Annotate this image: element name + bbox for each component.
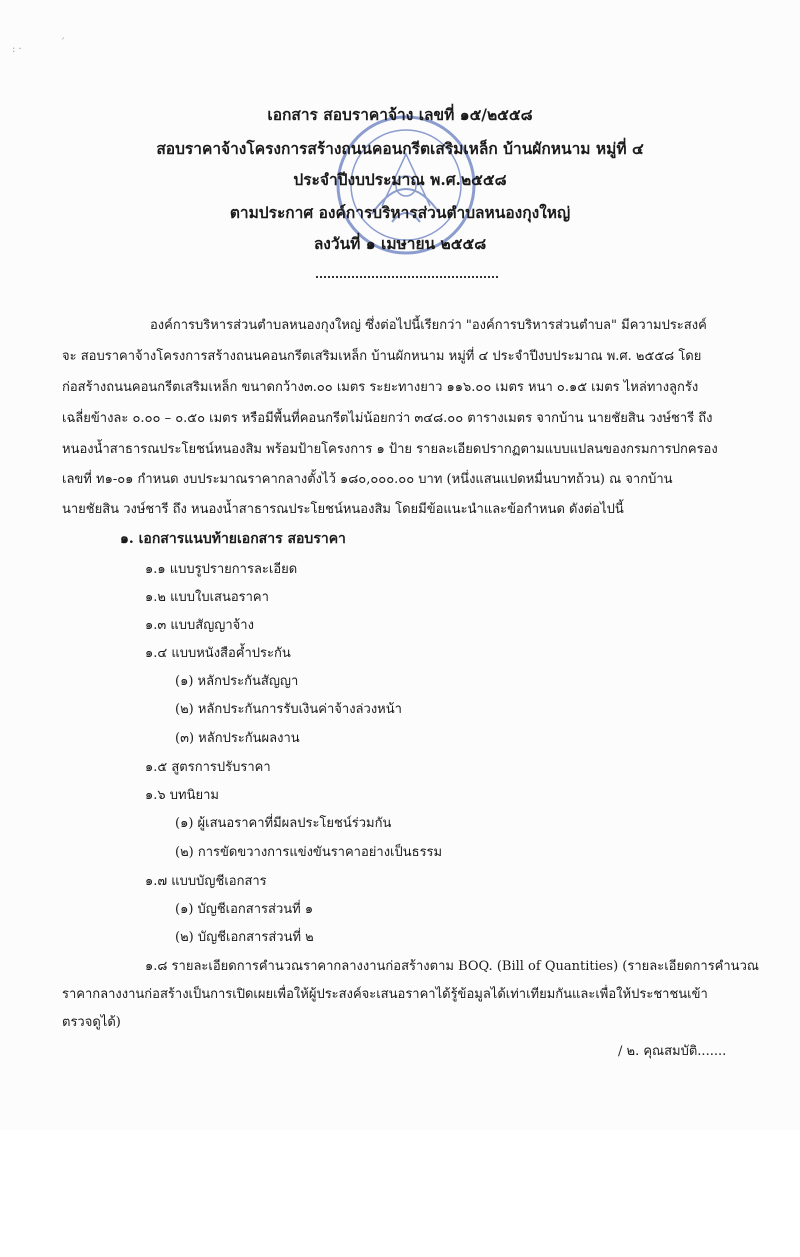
list-item: ๑.๕ สูตรการปรับราคา bbox=[145, 760, 271, 775]
body-line: เลขที่ ท๑-๐๑ กำหนด งบประมาณราคากลางตั้งไว้ ๑๘๐,๐๐๐.๐๐ บาท (หนึ่งแสนแปดหมื่นบาทถ้วน) ณ จากบ้าน bbox=[62, 472, 673, 487]
continuation-note: / ๒. คุณสมบัติ....... bbox=[618, 1044, 727, 1059]
blank-area bbox=[0, 1130, 800, 1257]
list-item: ๑.๓ แบบสัญญาจ้าง bbox=[145, 618, 254, 633]
list-item: ๑.๑ แบบรูปรายการละเอียด bbox=[145, 562, 298, 577]
body-line: องค์การบริหารส่วนตำบลหนองกุงใหญ่ ซึ่งต่อไปนี้เรียกว่า "องค์การบริหารส่วนตำบล" มีความประสงค์ bbox=[150, 318, 707, 333]
sub-list-item: (๒) บัญชีเอกสารส่วนที่ ๒ bbox=[175, 930, 314, 945]
sub-list-item: (๑) บัญชีเอกสารส่วนที่ ๑ bbox=[175, 902, 314, 917]
sub-list-item: (๑) ผู้เสนอราคาที่มีผลประโยชน์ร่วมกัน bbox=[175, 816, 392, 831]
fiscal-year: ประจำปีงบประมาณ พ.ศ.๒๕๕๘ bbox=[293, 170, 507, 189]
project-title: สอบราคาจ้างโครงการสร้างถนนคอนกรีตเสริมเหล็ก บ้านผักหนาม หมู่ที่ ๔ bbox=[156, 139, 644, 158]
body-line: เฉลี่ยข้างละ ๐.๐๐ – ๐.๕๐ เมตร หรือมีพื้นที่คอนกรีตไม่น้อยกว่า ๓๔๘.๐๐ ตารางเมตร จากบ้าน นายชัยสิน วงษ์ชารี ถึง bbox=[62, 411, 713, 426]
body-line: นายชัยสิน วงษ์ชารี ถึง หนองน้ำสาธารณประโยชน์หนองสิม โดยมีข้อแนะนำและข้อกำหนด ดังต่อไปนี้ bbox=[62, 502, 624, 517]
list-item-continued: ตรวจดูได้) bbox=[62, 1015, 121, 1030]
list-item: ๑.๗ แบบบัญชีเอกสาร bbox=[145, 874, 267, 889]
announcement-by: ตามประกาศ องค์การบริหารส่วนตำบลหนองกุงใหญ่ bbox=[229, 203, 571, 222]
list-item: ๑.๔ แบบหนังสือค้ำประกัน bbox=[145, 646, 291, 661]
sub-list-item: (๒) การขัดขวางการแข่งขันราคาอย่างเป็นธรรม bbox=[175, 845, 443, 860]
list-item: ๑.๒ แบบใบเสนอราคา bbox=[145, 590, 269, 605]
divider bbox=[316, 276, 498, 278]
sub-list-item: (๒) หลักประกันการรับเงินค่าจ้างล่วงหน้า bbox=[175, 702, 402, 717]
scan-speck: : · bbox=[12, 44, 22, 55]
body-line: หนองน้ำสาธารณประโยชน์หนองสิม พร้อมป้ายโครงการ ๑ ป้าย รายละเอียดปรากฏตามแบบแปลนของกรมการปกครอง bbox=[62, 442, 718, 457]
sub-list-item: (๓) หลักประกันผลงาน bbox=[175, 731, 300, 746]
list-item: ๑.๖ บทนิยาม bbox=[145, 788, 219, 803]
body-line: จะ สอบราคาจ้างโครงการสร้างถนนคอนกรีตเสริมเหล็ก บ้านผักหนาม หมู่ที่ ๔ ประจำปีงบประมาณ พ.ศ. ๒๕๕๘ โดย bbox=[62, 349, 702, 364]
list-item-continued: ราคากลางงานก่อสร้างเป็นการเปิดเผยเพื่อให้ผู้ประสงค์จะเสนอราคาได้รู้ข้อมูลได้เท่าเทียมกันและเพื่อให้ประชาชนเข้า bbox=[62, 987, 708, 1002]
scan-speck: ´ bbox=[60, 38, 65, 49]
document-number-line: เอกสาร สอบราคาจ้าง เลขที่ ๑๕/๒๕๕๘ bbox=[267, 105, 533, 124]
sub-list-item: (๑) หลักประกันสัญญา bbox=[175, 674, 299, 689]
announcement-date: ลงวันที่ ๑ เมษายน ๒๕๕๘ bbox=[313, 234, 487, 253]
body-line: ก่อสร้างถนนคอนกรีตเสริมเหล็ก ขนาดกว้าง๓.๐๐ เมตร ระยะทางยาว ๑๑๖.๐๐ เมตร หนา ๐.๑๕ เมตร ไหล่ทางลูกรัง bbox=[62, 380, 699, 395]
section-heading: ๑. เอกสารแนบท้ายเอกสาร สอบราคา bbox=[120, 531, 346, 547]
list-item: ๑.๘ รายละเอียดการคำนวณราคากลางงานก่อสร้างตาม BOQ. (Bill of Quantities) (รายละเอียดการคำนวณ bbox=[145, 959, 759, 974]
